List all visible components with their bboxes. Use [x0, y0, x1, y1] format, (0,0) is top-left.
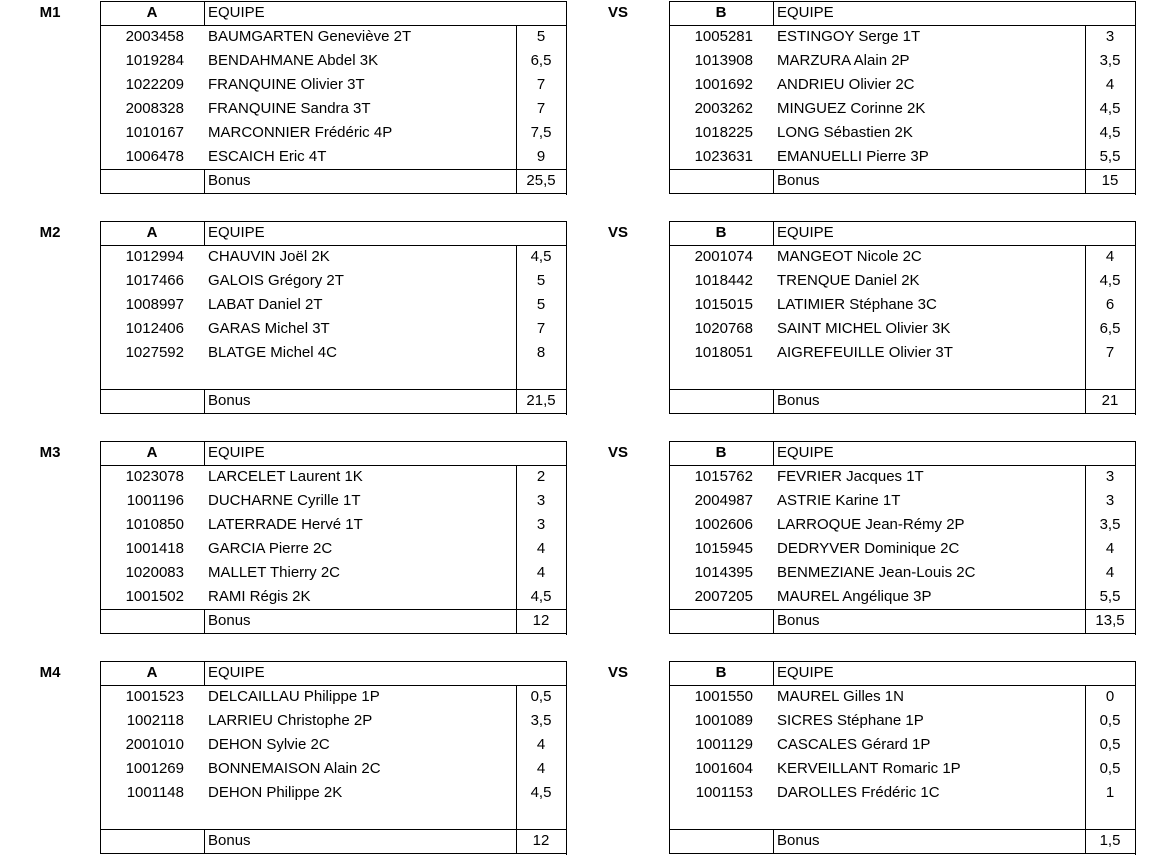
table-border — [204, 661, 205, 685]
table-border — [669, 465, 1135, 466]
player-licence: 2008328 — [125, 100, 184, 117]
player-name: LATIMIER Stéphane 3C — [777, 296, 937, 313]
table-border — [669, 633, 1135, 634]
table-border — [1135, 221, 1136, 415]
player-name: ANDRIEU Olivier 2C — [777, 76, 915, 93]
team-b-label: B — [715, 664, 727, 681]
table-border — [1085, 245, 1086, 413]
player-licence: 1001269 — [125, 760, 184, 777]
player-name: MAUREL Gilles 1N — [777, 688, 904, 705]
table-border — [204, 609, 205, 633]
player-value: 0,5 — [1099, 760, 1121, 777]
player-licence: 1019284 — [125, 52, 184, 69]
table-border — [773, 829, 774, 853]
vs-label: VS — [607, 664, 628, 681]
team-b-label: B — [715, 224, 727, 241]
player-name: LARROQUE Jean-Rémy 2P — [777, 516, 965, 533]
table-border — [100, 193, 566, 194]
player-value — [1085, 805, 1135, 829]
player-value: 3,5 — [530, 712, 552, 729]
table-border — [773, 661, 774, 685]
player-name: MANGEOT Nicole 2C — [777, 248, 922, 265]
player-licence: 1001129 — [695, 736, 753, 753]
match-label: M1 — [39, 4, 61, 21]
player-name: CHAUVIN Joël 2K — [208, 248, 330, 265]
player-licence: 1015015 — [694, 296, 753, 313]
player-licence: 2001074 — [694, 248, 753, 265]
player-licence: 1001502 — [125, 588, 184, 605]
table-border — [100, 685, 566, 686]
player-licence: 1020768 — [694, 320, 753, 337]
player-licence: 1001523 — [125, 688, 184, 705]
table-border — [566, 221, 567, 415]
player-value: 3 — [1105, 28, 1115, 45]
table-border — [669, 389, 1135, 390]
player-licence: 1012406 — [125, 320, 184, 337]
player-name: DEHON Philippe 2K — [208, 784, 343, 801]
table-border — [669, 441, 670, 633]
bonus-value: 13,5 — [1095, 612, 1125, 629]
table-border — [669, 441, 1135, 442]
player-name — [777, 805, 1083, 829]
player-licence: 1027592 — [125, 344, 184, 361]
table-border — [100, 853, 566, 854]
player-value — [516, 365, 566, 389]
equipe-header: EQUIPE — [208, 224, 265, 241]
table-border — [100, 25, 566, 26]
bonus-value: 21 — [1101, 392, 1119, 409]
player-value: 2 — [536, 468, 546, 485]
bonus-label: Bonus — [208, 172, 251, 189]
bonus-value: 12 — [532, 612, 550, 629]
player-name — [777, 365, 1083, 389]
table-border — [773, 169, 774, 193]
table-border — [773, 609, 774, 633]
equipe-header: EQUIPE — [208, 664, 265, 681]
player-value: 4 — [1105, 76, 1115, 93]
table-border — [669, 25, 1135, 26]
player-licence: 1010167 — [125, 124, 184, 141]
player-name: DAROLLES Frédéric 1C — [777, 784, 940, 801]
player-value: 3 — [1105, 468, 1115, 485]
player-value: 4,5 — [530, 588, 552, 605]
table-border — [669, 661, 670, 853]
player-value: 6 — [1105, 296, 1115, 313]
table-border — [566, 661, 567, 855]
player-name: EMANUELLI Pierre 3P — [777, 148, 929, 165]
table-border — [204, 169, 205, 193]
player-licence: 1018442 — [694, 272, 753, 289]
player-value: 5 — [536, 272, 546, 289]
table-border — [1135, 441, 1136, 635]
player-licence: 2001010 — [125, 736, 184, 753]
table-border — [204, 829, 205, 853]
table-border — [669, 609, 1135, 610]
player-licence: 1005281 — [694, 28, 753, 45]
player-name: MAUREL Angélique 3P — [777, 588, 932, 605]
player-value — [516, 805, 566, 829]
player-licence: 1018051 — [694, 344, 753, 361]
vs-label: VS — [607, 224, 628, 241]
player-value: 4,5 — [1099, 272, 1121, 289]
player-value: 0,5 — [1099, 712, 1121, 729]
player-name: MARZURA Alain 2P — [777, 52, 910, 69]
table-border — [204, 441, 205, 465]
player-name: DEDRYVER Dominique 2C — [777, 540, 960, 557]
player-value: 4 — [536, 736, 546, 753]
table-border — [773, 1, 774, 25]
player-name: BENMEZIANE Jean-Louis 2C — [777, 564, 976, 581]
bonus-value: 15 — [1101, 172, 1119, 189]
player-value: 4 — [536, 540, 546, 557]
player-name: GARAS Michel 3T — [208, 320, 330, 337]
player-licence: 2003262 — [694, 100, 753, 117]
player-licence: 1002606 — [694, 516, 753, 533]
table-border — [516, 685, 517, 853]
table-border — [669, 853, 1135, 854]
player-value: 9 — [536, 148, 546, 165]
bonus-label: Bonus — [208, 392, 251, 409]
table-border — [100, 221, 101, 413]
equipe-header: EQUIPE — [777, 4, 834, 21]
player-name: AIGREFEUILLE Olivier 3T — [777, 344, 953, 361]
player-name: MARCONNIER Frédéric 4P — [208, 124, 393, 141]
player-licence: 1001418 — [125, 540, 184, 557]
player-value: 0,5 — [1099, 736, 1121, 753]
player-licence: 1018225 — [694, 124, 753, 141]
player-licence — [669, 805, 753, 829]
player-name: DEHON Sylvie 2C — [208, 736, 330, 753]
player-value: 5,5 — [1099, 148, 1121, 165]
player-licence: 1002118 — [126, 712, 184, 729]
player-name: DUCHARNE Cyrille 1T — [208, 492, 361, 509]
player-name: LARCELET Laurent 1K — [208, 468, 363, 485]
player-licence — [100, 805, 184, 829]
player-licence: 1010850 — [125, 516, 184, 533]
player-name: MINGUEZ Corinne 2K — [777, 100, 926, 117]
table-border — [669, 413, 1135, 414]
player-name: CASCALES Gérard 1P — [777, 736, 931, 753]
table-border — [100, 389, 566, 390]
player-value: 6,5 — [530, 52, 552, 69]
player-licence: 1001692 — [694, 76, 753, 93]
player-name: ESCAICH Eric 4T — [208, 148, 327, 165]
vs-label: VS — [607, 4, 628, 21]
table-border — [1085, 25, 1086, 193]
player-value: 8 — [536, 344, 546, 361]
player-name — [208, 805, 514, 829]
table-border — [100, 221, 566, 222]
table-border — [773, 389, 774, 413]
table-border — [773, 441, 774, 465]
player-value: 5 — [536, 296, 546, 313]
team-a-label: A — [146, 224, 158, 241]
player-value: 4 — [1105, 248, 1115, 265]
player-name: GARCIA Pierre 2C — [208, 540, 333, 557]
player-name: KERVEILLANT Romaric 1P — [777, 760, 961, 777]
player-licence: 1008997 — [125, 296, 184, 313]
player-value: 0,5 — [530, 688, 552, 705]
table-border — [100, 1, 101, 193]
equipe-header: EQUIPE — [208, 4, 265, 21]
player-name: TRENQUE Daniel 2K — [777, 272, 920, 289]
player-value: 4 — [1105, 564, 1115, 581]
player-value: 7,5 — [530, 124, 552, 141]
match-label: M2 — [39, 224, 61, 241]
player-value: 4,5 — [530, 248, 552, 265]
table-border — [516, 245, 517, 413]
table-border — [669, 193, 1135, 194]
table-border — [669, 221, 670, 413]
player-licence: 1015762 — [694, 468, 753, 485]
player-name: ESTINGOY Serge 1T — [777, 28, 921, 45]
equipe-header: EQUIPE — [208, 444, 265, 461]
player-licence: 1001153 — [695, 784, 753, 801]
table-border — [100, 661, 566, 662]
player-licence: 1012994 — [125, 248, 184, 265]
player-name: ASTRIE Karine 1T — [777, 492, 901, 509]
table-border — [100, 1, 566, 2]
bonus-label: Bonus — [777, 612, 820, 629]
table-border — [100, 661, 101, 853]
player-licence: 1006478 — [125, 148, 184, 165]
player-licence: 1001148 — [126, 784, 184, 801]
table-border — [669, 661, 1135, 662]
bonus-label: Bonus — [777, 392, 820, 409]
table-border — [100, 633, 566, 634]
player-value: 0 — [1105, 688, 1115, 705]
player-name: LATERRADE Hervé 1T — [208, 516, 363, 533]
table-border — [669, 1, 1135, 2]
table-border — [669, 1, 670, 193]
player-name: BAUMGARTEN Geneviève 2T — [208, 28, 412, 45]
player-name: MALLET Thierry 2C — [208, 564, 340, 581]
player-value: 3 — [1105, 492, 1115, 509]
player-value: 7 — [536, 100, 546, 117]
team-b-label: B — [715, 4, 727, 21]
table-border — [669, 829, 1135, 830]
player-name: DELCAILLAU Philippe 1P — [208, 688, 380, 705]
table-border — [204, 1, 205, 25]
player-name — [208, 365, 514, 389]
player-value: 5 — [536, 28, 546, 45]
table-border — [516, 465, 517, 633]
table-border — [204, 221, 205, 245]
player-value: 4 — [536, 564, 546, 581]
table-border — [516, 25, 517, 193]
table-border — [100, 441, 101, 633]
equipe-header: EQUIPE — [777, 444, 834, 461]
player-value: 7 — [536, 76, 546, 93]
bonus-label: Bonus — [777, 172, 820, 189]
table-border — [566, 441, 567, 635]
table-border — [669, 685, 1135, 686]
table-border — [1085, 685, 1086, 853]
team-a-label: A — [146, 4, 158, 21]
player-value: 6,5 — [1099, 320, 1121, 337]
table-border — [1135, 661, 1136, 855]
table-border — [100, 169, 566, 170]
player-licence: 1015945 — [694, 540, 753, 557]
player-value: 3 — [536, 492, 546, 509]
player-value: 4,5 — [1099, 124, 1121, 141]
player-licence — [669, 365, 753, 389]
table-border — [100, 829, 566, 830]
match-label: M3 — [39, 444, 61, 461]
bonus-value: 21,5 — [526, 392, 556, 409]
player-licence: 1013908 — [694, 52, 753, 69]
table-border — [100, 441, 566, 442]
player-licence: 1017466 — [125, 272, 184, 289]
player-value: 4 — [1105, 540, 1115, 557]
player-value: 1 — [1105, 784, 1115, 801]
player-value: 4,5 — [530, 784, 552, 801]
player-name: LONG Sébastien 2K — [777, 124, 913, 141]
player-value: 3 — [536, 516, 546, 533]
player-name: FRANQUINE Sandra 3T — [208, 100, 371, 117]
player-licence: 2004987 — [694, 492, 753, 509]
table-border — [1135, 1, 1136, 195]
player-name: BONNEMAISON Alain 2C — [208, 760, 381, 777]
bonus-value: 1,5 — [1099, 832, 1121, 849]
player-licence: 2003458 — [125, 28, 184, 45]
player-name: LABAT Daniel 2T — [208, 296, 323, 313]
player-licence: 1001604 — [694, 760, 753, 777]
player-name: SAINT MICHEL Olivier 3K — [777, 320, 951, 337]
player-licence: 1014395 — [694, 564, 753, 581]
equipe-header: EQUIPE — [777, 664, 834, 681]
table-border — [100, 465, 566, 466]
player-value: 3,5 — [1099, 52, 1121, 69]
table-border — [100, 245, 566, 246]
team-a-label: A — [146, 444, 158, 461]
player-licence: 1020083 — [125, 564, 184, 581]
table-border — [1085, 465, 1086, 633]
player-licence — [100, 365, 184, 389]
bonus-value: 25,5 — [526, 172, 556, 189]
player-name: BLATGE Michel 4C — [208, 344, 337, 361]
player-name: GALOIS Grégory 2T — [208, 272, 344, 289]
vs-label: VS — [607, 444, 628, 461]
table-border — [669, 169, 1135, 170]
player-licence: 1001089 — [694, 712, 753, 729]
player-name: FEVRIER Jacques 1T — [777, 468, 924, 485]
table-border — [669, 245, 1135, 246]
table-border — [100, 413, 566, 414]
match-label: M4 — [39, 664, 61, 681]
player-name: FRANQUINE Olivier 3T — [208, 76, 365, 93]
table-border — [100, 609, 566, 610]
player-name: BENDAHMANE Abdel 3K — [208, 52, 379, 69]
player-value: 4 — [536, 760, 546, 777]
player-name: LARRIEU Christophe 2P — [208, 712, 373, 729]
team-a-label: A — [146, 664, 158, 681]
player-licence: 1001196 — [126, 492, 184, 509]
player-licence: 1001550 — [694, 688, 753, 705]
player-licence: 1022209 — [125, 76, 184, 93]
bonus-value: 12 — [532, 832, 550, 849]
table-border — [204, 389, 205, 413]
table-border — [566, 1, 567, 195]
player-value: 7 — [536, 320, 546, 337]
player-licence: 1023078 — [125, 468, 184, 485]
player-licence: 1023631 — [694, 148, 753, 165]
bonus-label: Bonus — [208, 832, 251, 849]
player-value: 4,5 — [1099, 100, 1121, 117]
player-licence: 2007205 — [694, 588, 753, 605]
bonus-label: Bonus — [777, 832, 820, 849]
player-value: 5,5 — [1099, 588, 1121, 605]
table-border — [669, 221, 1135, 222]
player-value: 7 — [1105, 344, 1115, 361]
bonus-label: Bonus — [208, 612, 251, 629]
table-border — [773, 221, 774, 245]
team-b-label: B — [715, 444, 727, 461]
equipe-header: EQUIPE — [777, 224, 834, 241]
player-value — [1085, 365, 1135, 389]
player-value: 3,5 — [1099, 516, 1121, 533]
player-name: RAMI Régis 2K — [208, 588, 311, 605]
player-name: SICRES Stéphane 1P — [777, 712, 924, 729]
